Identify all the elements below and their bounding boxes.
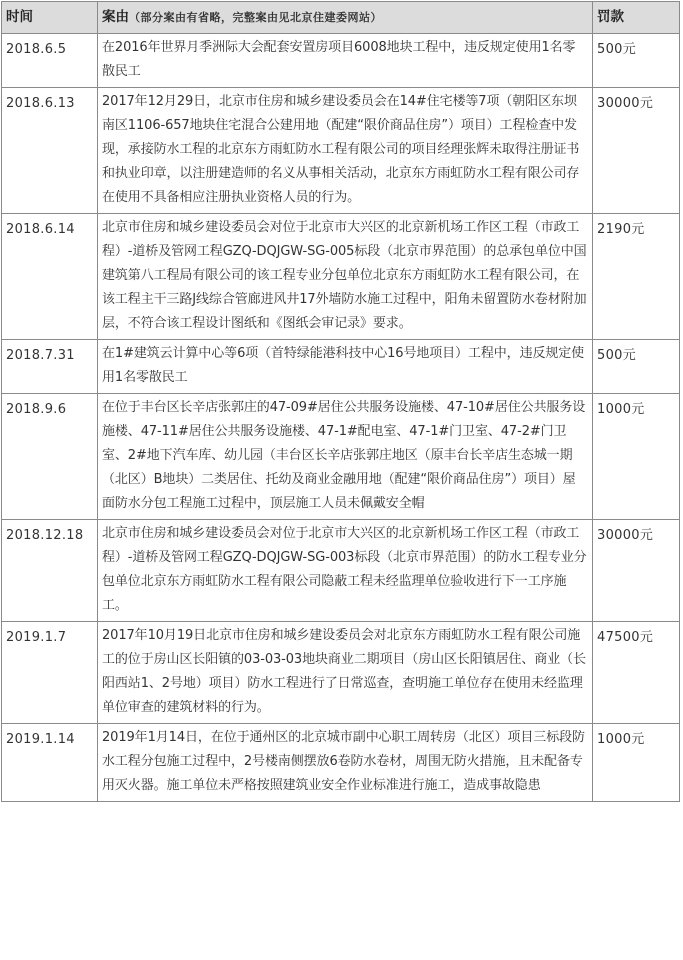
table-row [2,34,680,88]
table-row [2,214,680,340]
header-case-label: 案由 [102,9,129,25]
row-date: 2018.6.13 [2,88,98,214]
table-row [2,622,680,724]
row-case: 北京市住房和城乡建设委员会对位于北京市大兴区的北京新机场工作区工程（市政工程）-道桥及管网工程GZQ-DQJGW-SG-003标段（北京市界范围）的防水工程专业分包单位北京东方雨虹防水工程有限公司隐蔽工程未经监理单位验收进行下一工序施工。 [98,520,593,622]
table-row [2,724,680,802]
row-fine: 1000元 [593,724,680,802]
header-row [2,2,680,34]
row-date: 2018.12.18 [2,520,98,622]
penalty-table [1,1,680,802]
row-fine: 30000元 [593,520,680,622]
row-fine: 500元 [593,340,680,394]
row-case: 2017年10月19日北京市住房和城乡建设委员会对北京东方雨虹防水工程有限公司施工的位于房山区长阳镇的03-03-03地块商业二期项目（房山区长阳镇居住、商业（长阳西站1、2号地）项目）防水工程进行了日常巡查，查明施工单位存在使用未经监理单位审查的建筑材料的行为。 [98,622,593,724]
row-case: 在2016年世界月季洲际大会配套安置房项目6008地块工程中，违反规定使用1名零散民工 [98,34,593,88]
row-case: 北京市住房和城乡建设委员会对位于北京市大兴区的北京新机场工作区工程（市政工程）-道桥及管网工程GZQ-DQJGW-SG-005标段（北京市界范围）的总承包单位中国建筑第八工程局有限公司的该工程专业分包单位北京东方雨虹防水工程有限公司，在该工程主干三路J线综合管廊进风井17外墙防水施工过程中，阳角未留置防水卷材附加层，不符合该工程设计图纸和《图纸会审记录》要求。 [98,214,593,340]
row-date: 2018.7.31 [2,340,98,394]
table-row [2,394,680,520]
table-row [2,340,680,394]
row-date: 2019.1.14 [2,724,98,802]
row-case: 在位于丰台区长辛店张郭庄的47-09#居住公共服务设施楼、47-10#居住公共服务设施楼、47-11#居住公共服务设施楼、47-1#配电室、47-1#门卫室、47-2#门卫室、2#地下汽车库、幼儿园（丰台区长辛店张郭庄地区（原丰台长辛店生态城一期（北区）B地块）二类居住、托幼及商业金融用地（配建“限价商品住房”）项目）屋面防水分包工程施工过程中，顶层施工人员未佩戴安全帽 [98,394,593,520]
row-fine: 47500元 [593,622,680,724]
row-fine: 2190元 [593,214,680,340]
row-case: 2017年12月29日，北京市住房和城乡建设委员会在14#住宅楼等7项（朝阳区东坝南区1106-657地块住宅混合公建用地（配建“限价商品住房”）项目）工程检查中发现，承接防水工程的北京东方雨虹防水工程有限公司的项目经理张辉未取得注册证书和执业印章，以注册建造师的名义从事相关活动，北京东方雨虹防水工程有限公司存在使用不具备相应注册执业资格人员的行为。 [98,88,593,214]
row-fine: 1000元 [593,394,680,520]
table-row [2,520,680,622]
row-fine: 500元 [593,34,680,88]
row-date: 2018.6.5 [2,34,98,88]
row-fine: 30000元 [593,88,680,214]
header-case-note: （部分案由有省略，完整案由见北京住建委网站） [129,11,382,24]
header-case [98,2,593,34]
row-date: 2018.6.14 [2,214,98,340]
header-time: 时间 [2,2,98,34]
header-fine: 罚款 [593,2,680,34]
row-case: 2019年1月14日，在位于通州区的北京城市副中心职工周转房（北区）项目三标段防水工程分包施工过程中，2号楼南侧摆放6卷防水卷材，周围无防火措施，且未配备专用灭火器。施工单位未严格按照建筑业安全作业标准进行施工，造成事故隐患 [98,724,593,802]
row-case: 在1#建筑云计算中心等6项（首特绿能港科技中心16号地项目）工程中，违反规定使用1名零散民工 [98,340,593,394]
row-date: 2019.1.7 [2,622,98,724]
table-row [2,88,680,214]
row-date: 2018.9.6 [2,394,98,520]
